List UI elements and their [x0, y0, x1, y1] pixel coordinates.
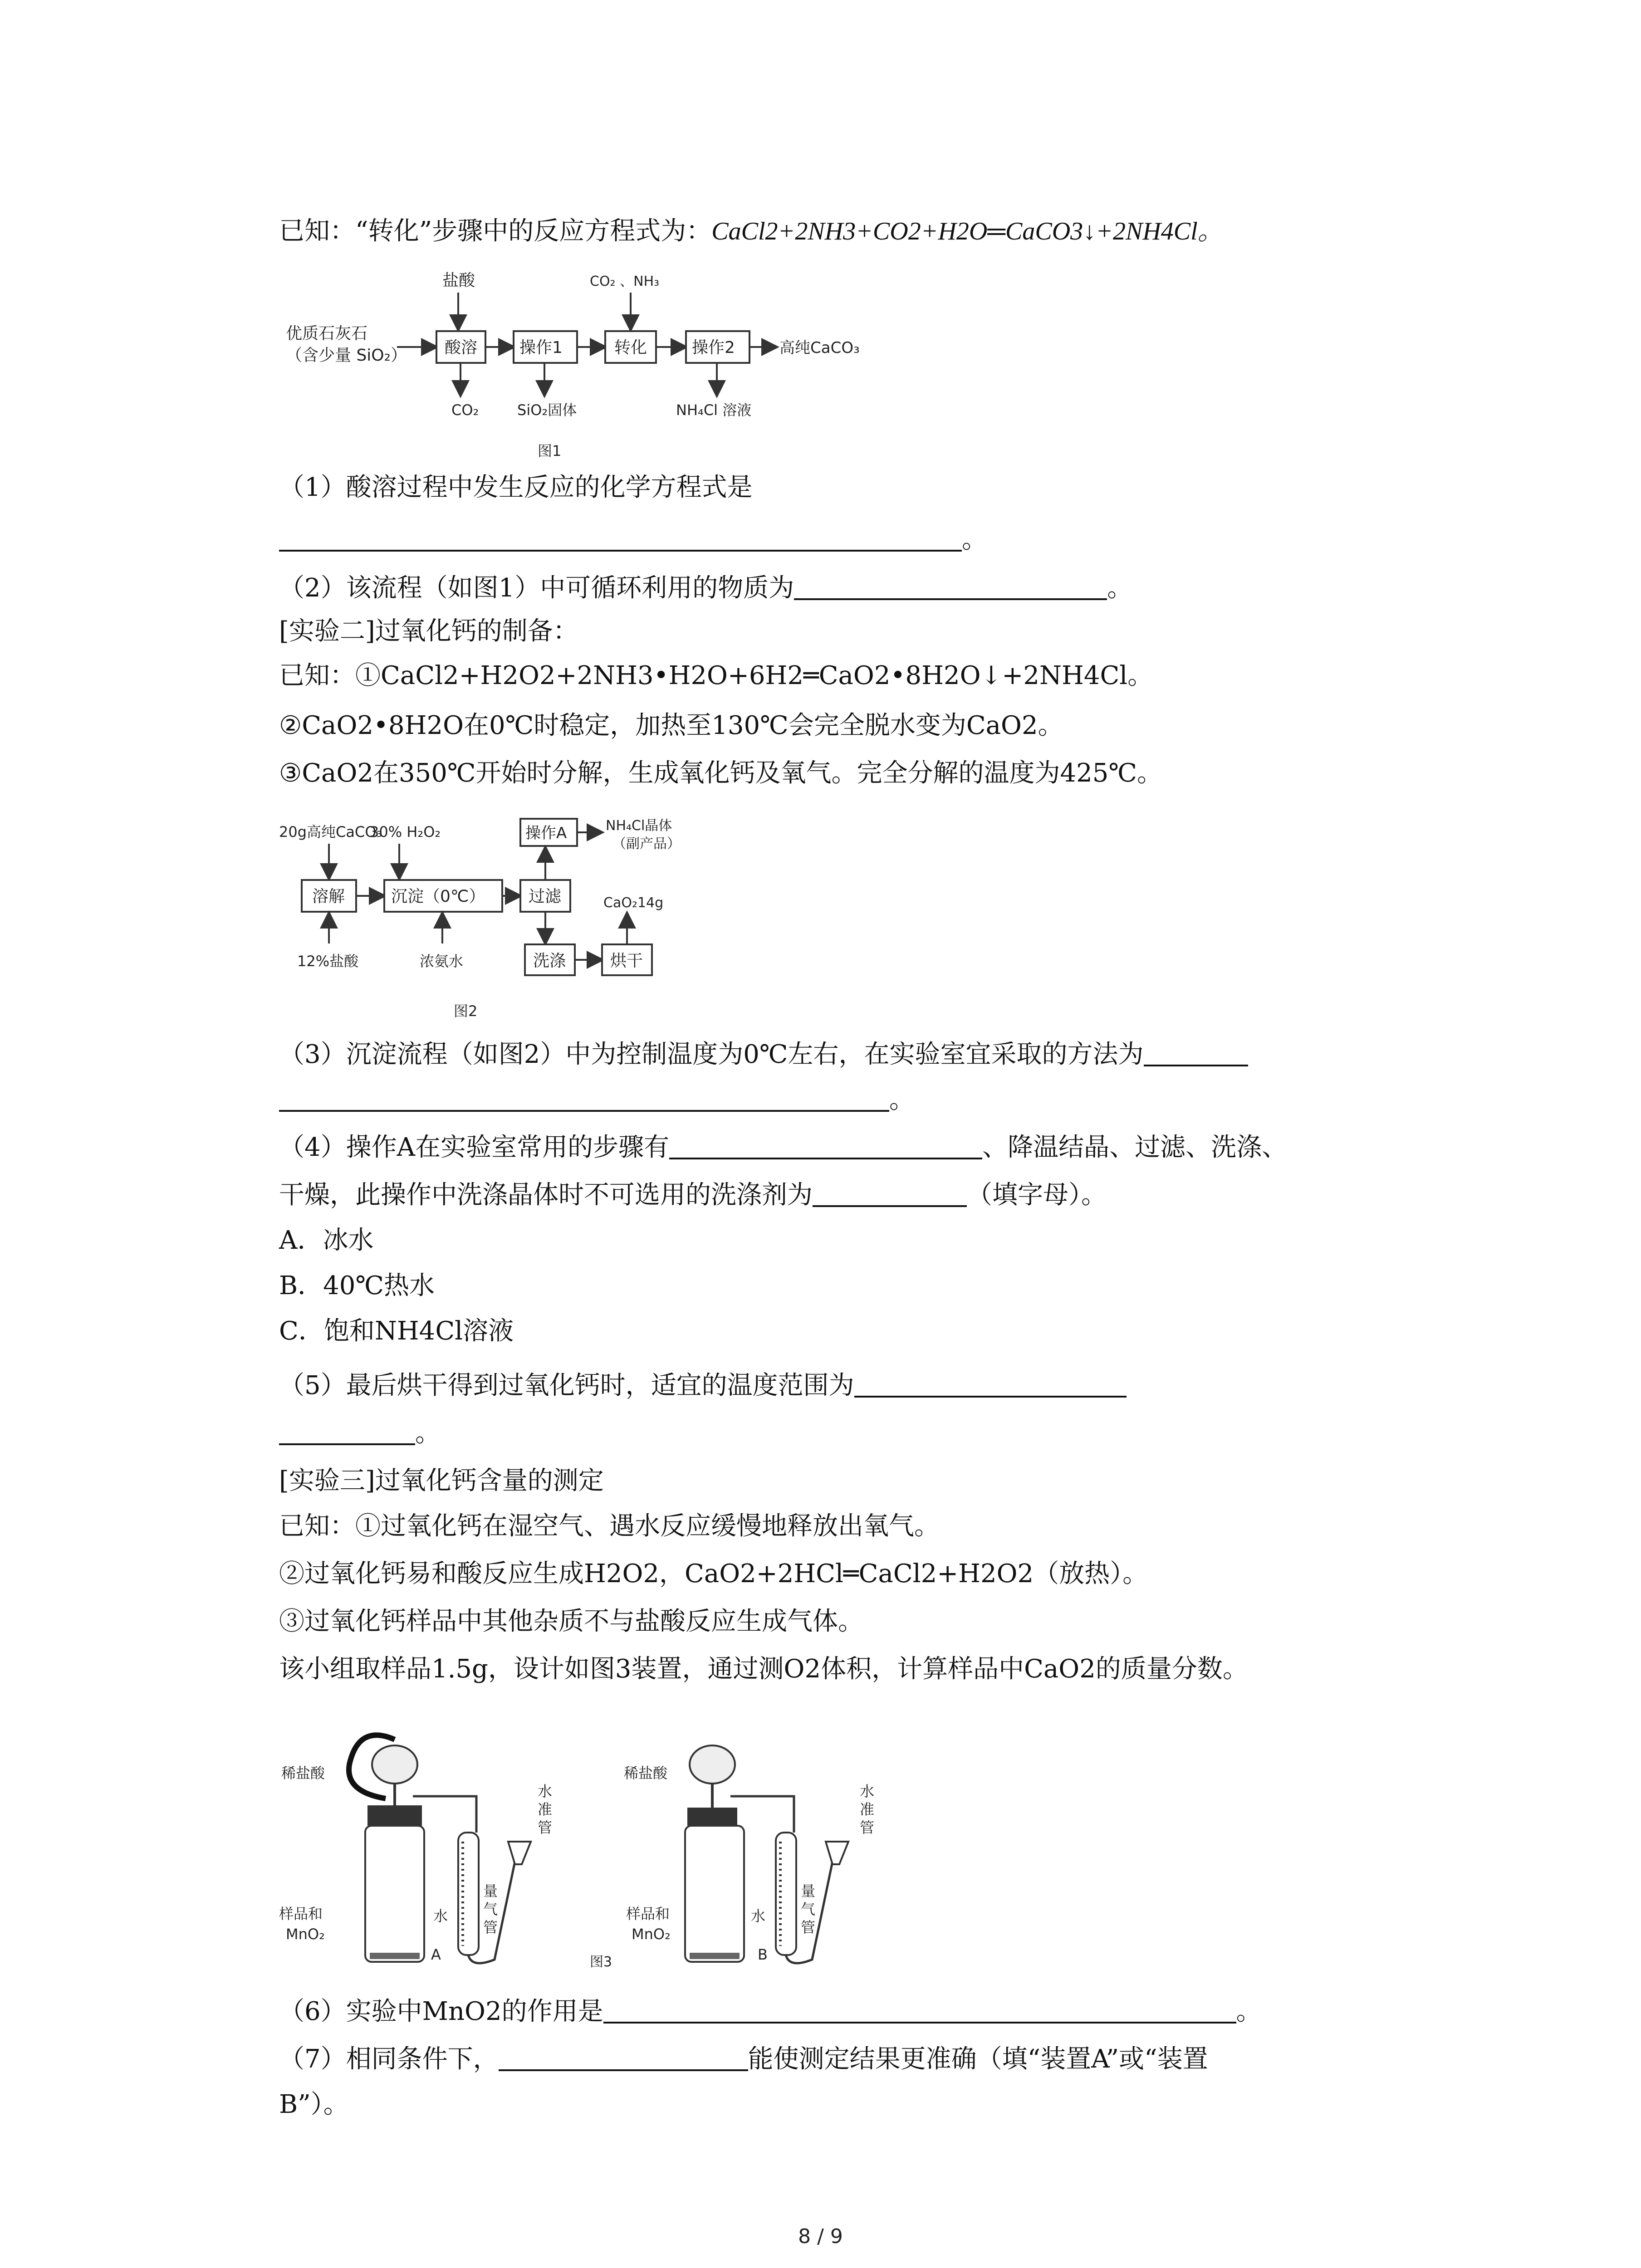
apparatus-a: [279, 1735, 552, 1963]
question-6: （6）实验中MnO2的作用是 。: [279, 1994, 1262, 2030]
svg-text:MnO₂: MnO₂: [286, 1926, 325, 1943]
exp3-known-2: ②过氧化钙易和酸反应生成H2O2，CaO2+2HCl═CaCl2+H2O2（放热）。: [279, 1559, 1148, 1589]
fig2-caption: 图2: [454, 1002, 478, 1020]
apparatus-b: [624, 1745, 874, 1963]
svg-text:12%盐酸: 12%盐酸: [297, 953, 359, 970]
svg-text:气: 气: [801, 1901, 816, 1918]
svg-text:操作2: 操作2: [692, 338, 735, 357]
svg-text:B: B: [758, 1946, 768, 1963]
question-7-cont: B”）。: [279, 2090, 349, 2119]
fig1-caption: 图1: [538, 442, 562, 459]
svg-text:A: A: [431, 1946, 441, 1963]
svg-text:CO₂: CO₂: [451, 401, 479, 419]
svg-text:沉淀（0℃）: 沉淀（0℃）: [391, 887, 485, 906]
svg-text:样品和: 样品和: [279, 1905, 323, 1922]
svg-text:溶解: 溶解: [312, 887, 345, 906]
question-5-cont: 。: [279, 1415, 441, 1452]
question-4: （4）操作A在实验室常用的步骤有 、降温结晶、过滤、洗涤、: [279, 1129, 1287, 1166]
exp2-title: [实验二]过氧化钙的制备：: [279, 616, 578, 646]
svg-text:30% H₂O₂: 30% H₂O₂: [370, 823, 441, 841]
svg-text:转化: 转化: [614, 338, 647, 357]
exp3-known-3: ③过氧化钙样品中其他杂质不与盐酸反应生成气体。: [279, 1607, 863, 1636]
option-a[interactable]: A．冰水: [279, 1226, 374, 1255]
page-number: 8 / 9: [798, 2225, 843, 2248]
exp3-known-4: 该小组取样品1.5g，设计如图3装置，通过测O2体积，计算样品中CaO2的质量分数。: [279, 1654, 1248, 1684]
answer-blank[interactable]: [603, 1995, 1236, 2024]
exp2-known-2: ②CaO2•8H2O在0℃时稳定，加热至130℃会完全脱水变为CaO2。: [279, 711, 1063, 740]
svg-text:准: 准: [538, 1801, 553, 1818]
svg-text:NH₄Cl晶体: NH₄Cl晶体: [606, 818, 672, 834]
answer-blank[interactable]: [499, 2043, 748, 2071]
question-1: （1）酸溶过程中发生反应的化学方程式是: [279, 473, 753, 502]
svg-text:水: 水: [433, 1907, 448, 1925]
svg-text:量: 量: [801, 1882, 816, 1900]
question-3: （3）沉淀流程（如图2）中为控制温度为0℃左右，在实验室宜采取的方法为: [279, 1036, 1248, 1073]
option-b[interactable]: B．40℃热水: [279, 1271, 435, 1300]
fig3-caption: 图3: [590, 1954, 612, 1969]
equation: CaCl2+2NH3+CO2+H2O═CaCO3↓+2NH4Cl。: [711, 217, 1223, 245]
question-2: （2）该流程（如图1）中可循环利用的物质为 。: [279, 570, 1132, 606]
svg-text:管: 管: [483, 1919, 498, 1936]
fig1-raw: 优质石灰石: [286, 324, 368, 343]
svg-text:水: 水: [860, 1783, 875, 1800]
svg-text:操作A: 操作A: [525, 824, 567, 842]
answer-blank[interactable]: [794, 572, 1107, 600]
svg-text:烘干: 烘干: [610, 952, 643, 970]
svg-text:SiO₂固体: SiO₂固体: [517, 401, 577, 419]
answer-blank[interactable]: [279, 523, 962, 552]
answer-blank[interactable]: [669, 1131, 982, 1159]
svg-text:（副产品）: （副产品）: [612, 836, 681, 852]
svg-text:稀盐酸: 稀盐酸: [281, 1765, 325, 1782]
question-4-cont: 干燥，此操作中洗涤晶体时不可选用的洗涤剂为 （填字母）。: [279, 1177, 1107, 1213]
figure-1-flowchart: [277, 265, 935, 474]
svg-text:操作1: 操作1: [519, 338, 563, 357]
fig1-gas-in: CO₂ 、NH₃: [590, 274, 660, 289]
svg-text:MnO₂: MnO₂: [632, 1926, 671, 1943]
answer-blank[interactable]: [1144, 1038, 1248, 1066]
question-3-cont: 。: [279, 1082, 915, 1118]
fig1-raw2: （含少量 SiO₂）: [286, 346, 407, 365]
svg-text:水: 水: [538, 1783, 553, 1800]
svg-text:样品和: 样品和: [626, 1905, 670, 1922]
exp2-known-1: 已知：①CaCl2+H2O2+2NH3•H2O+6H2═CaO2•8H2O↓+2NH4Cl。: [279, 661, 1153, 690]
svg-text:稀盐酸: 稀盐酸: [624, 1765, 668, 1782]
known-reaction-1: 已知：“转化”步骤中的反应方程式为：CaCl2+2NH3+CO2+H2O═CaCO3↓+2NH4Cl。: [279, 216, 1223, 246]
question-5: （5）最后烘干得到过氧化钙时，适宜的温度范围为: [279, 1368, 1127, 1404]
svg-text:20g高纯CaCO₃: 20g高纯CaCO₃: [279, 823, 382, 841]
svg-text:浓氨水: 浓氨水: [420, 953, 464, 970]
exp2-known-3: ③CaO2在350℃开始时分解，生成氧化钙及氧气。完全分解的温度为425℃。: [279, 758, 1163, 788]
exp3-title: [实验三]过氧化钙含量的测定: [279, 1466, 604, 1496]
question-7: （7）相同条件下， 能使测定结果更准确（填“装置A”或“装置: [279, 2041, 1208, 2077]
figure-2-flowchart: [277, 816, 753, 1034]
svg-text:洗涤: 洗涤: [533, 952, 566, 970]
exp3-known-1: 已知：①过氧化钙在湿空气、遇水反应缓慢地释放出氧气。: [279, 1511, 940, 1541]
svg-text:管: 管: [801, 1919, 816, 1936]
fig1-product: 高纯CaCO₃: [779, 339, 860, 357]
svg-text:水: 水: [751, 1907, 766, 1925]
answer-blank[interactable]: [279, 1084, 889, 1112]
question-1-answer: 。: [279, 522, 987, 558]
svg-text:管: 管: [538, 1819, 553, 1836]
fig1-acid: 盐酸: [442, 271, 475, 290]
answer-blank[interactable]: [813, 1179, 967, 1207]
figure-3-apparatus: [277, 1715, 935, 1969]
answer-blank[interactable]: [854, 1369, 1127, 1398]
option-c[interactable]: C．饱和NH4Cl溶液: [279, 1316, 514, 1346]
svg-text:量: 量: [483, 1882, 498, 1900]
svg-text:管: 管: [860, 1819, 875, 1836]
svg-text:气: 气: [483, 1901, 498, 1918]
svg-text:准: 准: [860, 1801, 875, 1818]
svg-text:CaO₂14g: CaO₂14g: [603, 895, 664, 911]
svg-text:NH₄Cl 溶液: NH₄Cl 溶液: [676, 401, 752, 419]
answer-blank[interactable]: [279, 1417, 415, 1445]
svg-text:酸溶: 酸溶: [445, 338, 478, 357]
svg-text:过滤: 过滤: [529, 887, 562, 906]
